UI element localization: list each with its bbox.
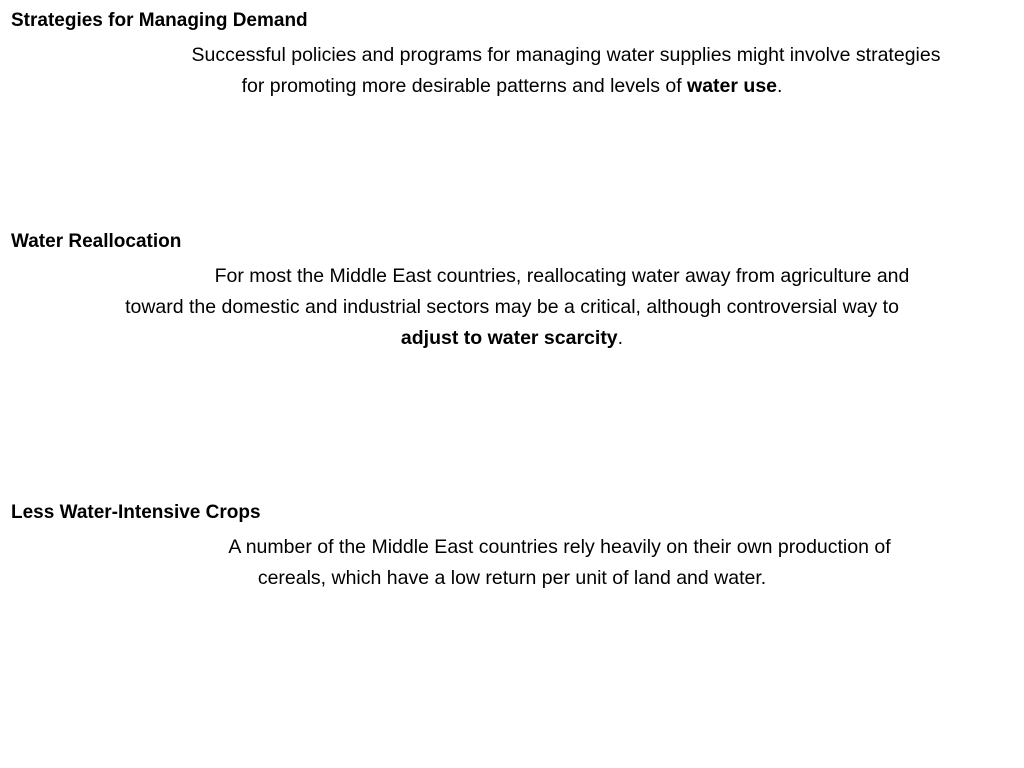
- section-paragraph: [0, 261, 1024, 354]
- paragraph-line: For most the Middle East countries, reallocating water away from agriculture and: [214, 265, 910, 287]
- paragraph-line: [0, 323, 1024, 354]
- paragraph-line: [0, 71, 1024, 102]
- line-text: for promoting more desirable patterns and levels of: [241, 75, 688, 97]
- line-text: .: [617, 327, 624, 349]
- line-text: .: [777, 75, 783, 97]
- paragraph-line: toward the domestic and industrial sectors may be a critical, although controversial way to: [125, 296, 899, 318]
- emphasis-text: adjust to water scarcity: [400, 327, 618, 349]
- section-paragraph: [0, 40, 1024, 102]
- section-paragraph: [0, 532, 1024, 594]
- emphasis-text: water use: [687, 75, 778, 97]
- section-heading: Water Reallocation: [11, 231, 182, 252]
- paragraph-line: cereals, which have a low return per unit of land and water.: [257, 567, 767, 589]
- section-heading: Strategies for Managing Demand: [11, 10, 308, 31]
- paragraph-line: Successful policies and programs for managing water supplies might involve strategies: [191, 44, 941, 66]
- paragraph-line: A number of the Middle East countries rely heavily on their own production of: [228, 536, 891, 558]
- section-heading: Less Water-Intensive Crops: [11, 502, 261, 523]
